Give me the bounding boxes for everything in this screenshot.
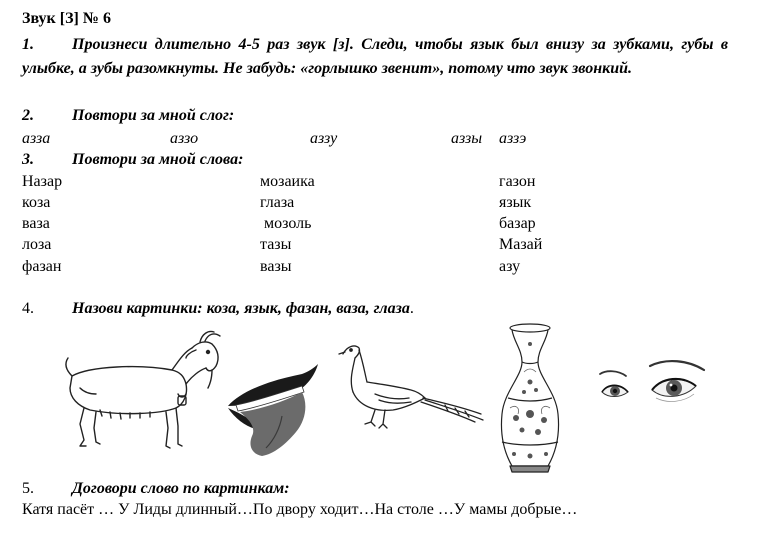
task-1 bbox=[22, 33, 728, 81]
pheasant-picture bbox=[335, 340, 485, 435]
task-3-heading-row bbox=[22, 151, 243, 169]
word-col3-2: язык bbox=[499, 194, 532, 211]
syllable-2: аззо bbox=[170, 130, 199, 147]
task-5-text: Катя пасёт … У Лиды длинный…По двору ходит…На столе …У мамы добрые… bbox=[22, 501, 578, 518]
word-col3-5: азу bbox=[499, 258, 521, 275]
word-col2-1: мозаика bbox=[260, 173, 315, 190]
task-3-number: 3. bbox=[22, 151, 34, 168]
task-4-end: . bbox=[409, 300, 414, 317]
syllable-1: азза bbox=[22, 130, 51, 147]
word-col2-3: мозоль bbox=[260, 215, 312, 232]
word-col2-5: вазы bbox=[260, 258, 292, 275]
task-4-words: : коза, язык, фазан, ваза, глаза bbox=[197, 300, 410, 317]
task-5-heading: Договори слово по картинкам: bbox=[72, 480, 290, 497]
syllable-4: аззы bbox=[451, 130, 483, 147]
page-title: Звук [З] № 6 bbox=[22, 10, 111, 27]
tongue-picture bbox=[222, 358, 327, 463]
word-col2-4: тазы bbox=[260, 236, 292, 253]
word-col2-2: глаза bbox=[260, 194, 295, 211]
task-4-heading: Назови картинки bbox=[72, 300, 198, 317]
word-col1-4: лоза bbox=[22, 236, 52, 253]
syllable-3: аззу bbox=[310, 130, 338, 147]
task-2-heading-row bbox=[22, 107, 234, 125]
word-col1-3: ваза bbox=[22, 215, 50, 232]
task-4-heading-row bbox=[22, 300, 414, 318]
task-2-number: 2. bbox=[22, 107, 34, 124]
task-4-number: 4. bbox=[22, 300, 34, 317]
task-3-heading: Повтори за мной слова: bbox=[72, 151, 244, 168]
eyes-picture bbox=[596, 358, 708, 416]
word-col3-1: газон bbox=[499, 173, 536, 190]
task-2-heading: Повтори за мной слог: bbox=[72, 107, 235, 124]
word-col1-2: коза bbox=[22, 194, 51, 211]
task-5-number: 5. bbox=[22, 480, 34, 497]
word-col3-3: базар bbox=[499, 215, 536, 232]
syllable-5: аззэ bbox=[499, 130, 527, 147]
task-1-number: 1. bbox=[22, 36, 34, 53]
task-5-heading-row bbox=[22, 480, 290, 498]
word-col1-1: Назар bbox=[22, 173, 63, 190]
word-col3-4: Мазай bbox=[499, 236, 543, 253]
vase-picture bbox=[494, 322, 566, 474]
task-1-text: Произнеси длительно 4-5 раз звук [з]. Следи, чтобы язык был внизу за зубками, губы в улыбке, а зубы разомкнуты. Не забудь: «горлышко звенит», потому что звук звонкий. bbox=[22, 36, 728, 77]
word-col1-5: фазан bbox=[22, 258, 62, 275]
goat-picture bbox=[50, 328, 225, 458]
